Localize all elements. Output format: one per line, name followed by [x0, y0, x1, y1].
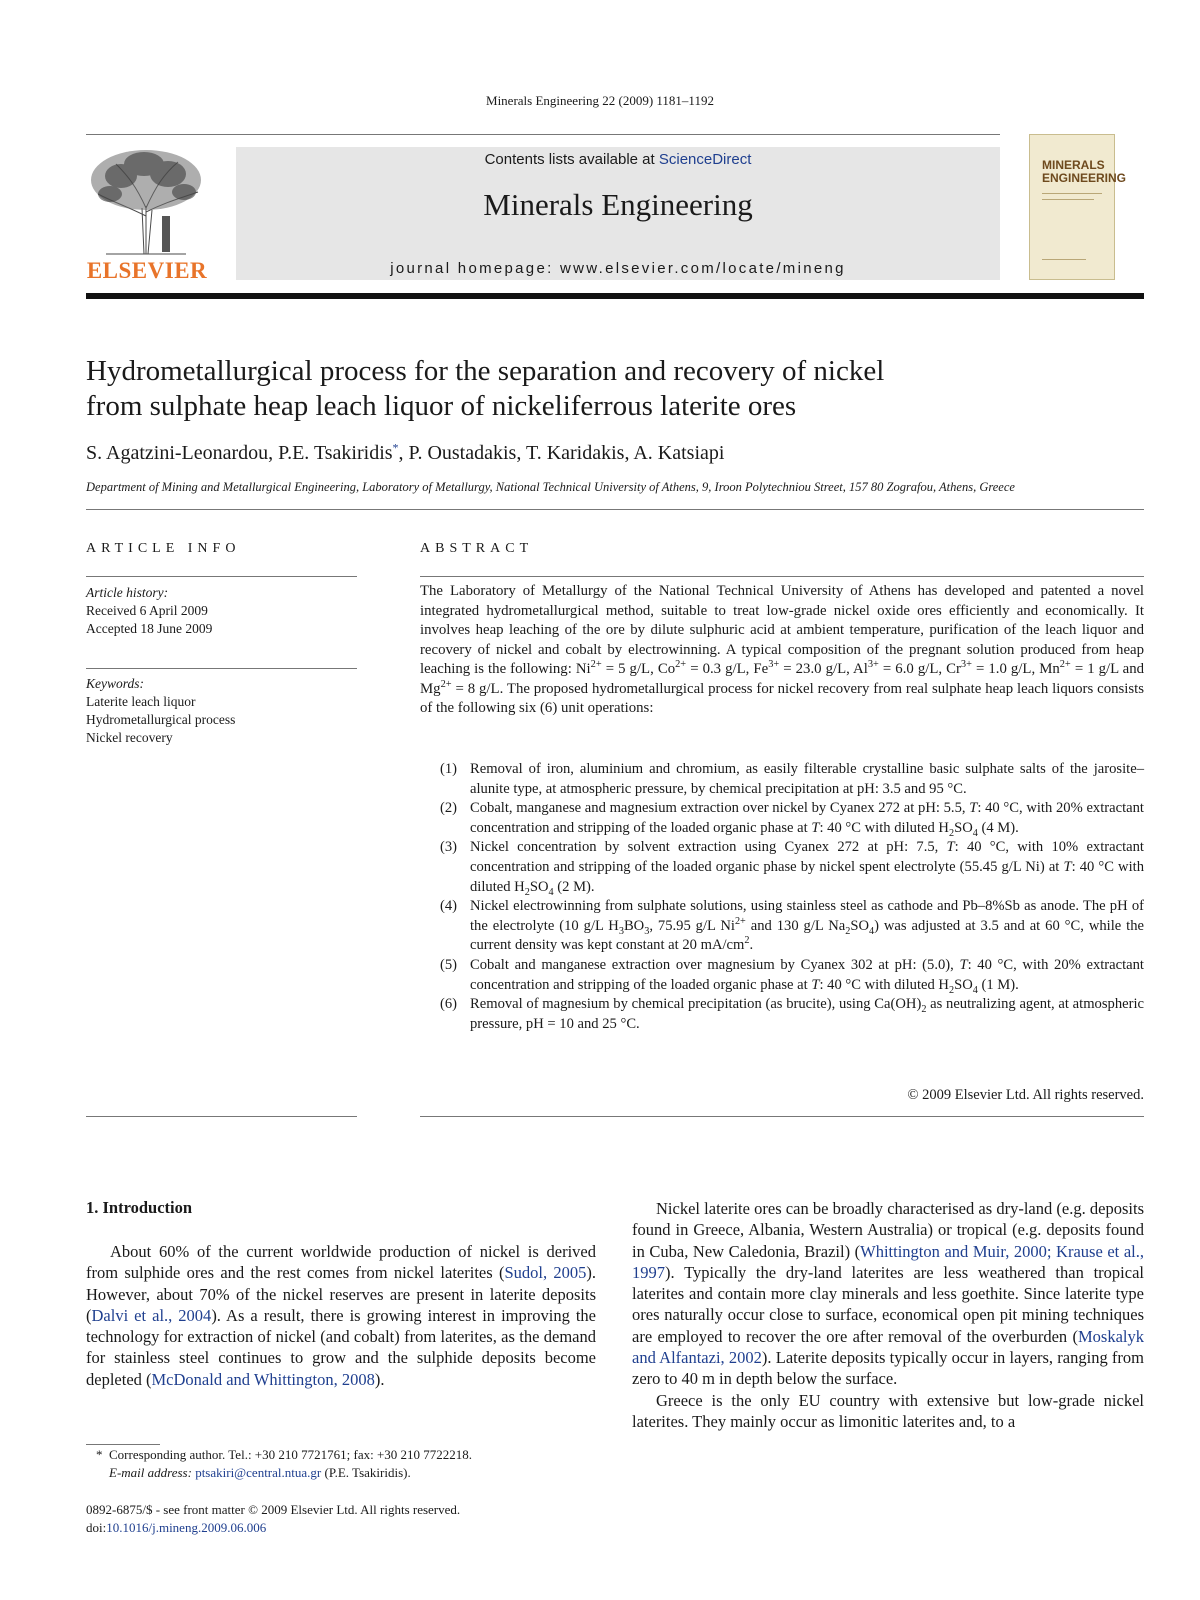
citation-link[interactable]: Moskalyk and Alfantazi, 2002: [632, 1326, 1144, 1368]
front-matter: [86, 1501, 460, 1536]
email-link[interactable]: ptsakiri@central.ntua.gr: [195, 1464, 322, 1480]
cover-decoration: [1042, 199, 1094, 200]
keyword-item: Nickel recovery: [86, 730, 173, 745]
body-paragraph: Greece is the only EU country with extensive but low-grade nickel laterites. They mainly occur as limonitic laterites and, to a: [632, 1390, 1144, 1431]
divider: [86, 509, 1144, 510]
header-rule: [86, 134, 1000, 135]
body-paragraph: About 60% of the current worldwide production of nickel is derived from sulphide ores and the rest comes from nickel laterites (Sudol, 2005). However, about 70% of the nickel reserves are present in laterite deposits (Dalvi et al., 2004). As a result, there is growing interest in improving the technology for extraction of nickel (and cobalt) from laterites, as the demand for stainless steel continues to grow and the sulphide deposits become depleted (McDonald and Whittington, 2008).: [86, 1242, 596, 1389]
list-text: Cobalt, manganese and magnesium extraction over nickel by Cyanex 272 at pH: 5.5, T: 40 °C, with 20% extractant concentration and stripping of the loaded organic phase at T: 40 °C with diluted $H_2SO_4$ (4 M).: [470, 800, 1144, 839]
journal-reference: Minerals Engineering 22 (2009) 1181–1192: [486, 93, 714, 108]
article-title: Hydrometallurgical process for the separation and recovery of nickel from sulphate heap leach liquor of nickeliferrous laterite ores: [86, 355, 885, 422]
body-column-right: [632, 1198, 1144, 1432]
contents-prefix: Contents lists available at: [484, 151, 659, 168]
footnote-rule: [86, 1444, 160, 1445]
doi-link[interactable]: 10.1016/j.mineng.2009.06.006: [106, 1519, 267, 1535]
article-history: [86, 584, 212, 638]
body-paragraph: Nickel laterite ores can be broadly characterised as dry-land (e.g. deposits found in Greece, Albania, Western Australia) or tropical (e.g. deposits found in Cuba, New Caledonia, Brazil) (Whittington and Muir, 2000; Krause et al., 1997). Typically the dry-land laterites are less weathered than tropical laterites and contain more clay minerals and less goethite. Since laterite type ores naturally occur close to surface, economical open pit mining techniques are employed to recover the ore after removal of the overburden (Moskalyk and Alfantazi, 2002). Laterite deposits typically occur in layers, ranging from zero to 40 m in depth below the surface.: [632, 1199, 1145, 1389]
doi-line: doi:10.1016/j.mineng.2009.06.006: [86, 1519, 267, 1535]
issn-line: 0892-6875/$ - see front matter © 2009 Elsevier Ltd. All rights reserved.: [86, 1502, 461, 1517]
list-item: [440, 897, 1144, 956]
journal-homepage[interactable]: journal homepage: www.elsevier.com/locate/mineng: [390, 260, 846, 277]
corresponding-author-mark[interactable]: *: [392, 440, 399, 455]
list-item: [440, 838, 1144, 897]
list-text: Nickel electrowinning from sulphate solutions, using stainless steel as cathode and Pb–8%Sb as anode. The pH of the electrolyte (10 g/L $H_3BO_3$, 75.95 g/L $Ni^{2+}$ and 130 g/L $Na_2SO_4$) was adjusted at 3.5 and at 60 °C, while the current density was kept constant at 20 $mA/cm^2$.: [470, 898, 1145, 954]
list-number: (4): [440, 898, 458, 915]
journal-header-box: [236, 147, 1000, 280]
author-list: S. Agatzini-Leonardou, P.E. Tsakiridis*, P. Oustadakis, T. Karidakis, A. Katsiapi: [86, 440, 725, 464]
list-text: Removal of iron, aluminium and chromium, as easily filterable crystalline basic sulphate salts of the jarosite–alunite type, at atmospheric pressure, by chemical precipitation at pH: 3.5 and 95 °C.: [470, 761, 1144, 797]
divider: [86, 668, 357, 669]
footnote: [96, 1446, 616, 1481]
citation-link[interactable]: Dalvi et al., 2004: [91, 1305, 212, 1325]
list-item: [440, 956, 1144, 995]
list-text: Nickel concentration by solvent extraction using Cyanex 272 at pH: 7.5, T: 40 °C, with 10% extractant concentration and stripping of the loaded organic phase by nickel spent electrolyte (55.45 g/L Ni) at T: 40 °C with diluted $H_2SO_4$ (2 M).: [470, 839, 1144, 898]
elsevier-wordmark: ELSEVIER: [86, 258, 208, 283]
journal-name: Minerals Engineering: [483, 187, 753, 222]
divider: [86, 576, 357, 577]
cover-title: MINERALS ENGINEERING: [1042, 158, 1127, 185]
keywords-label: Keywords:: [86, 676, 144, 691]
received-date: Received 6 April 2009: [86, 603, 208, 618]
tree-icon: [86, 146, 208, 256]
abstract-heading: ABSTRACT: [420, 541, 534, 556]
divider: [420, 576, 1144, 577]
keyword-item: Laterite leach liquor: [86, 694, 196, 709]
history-label: Article history:: [86, 585, 169, 600]
section-heading: 1. Introduction: [86, 1198, 193, 1217]
list-number: (3): [440, 839, 458, 856]
contents-line: [236, 151, 1000, 168]
journal-cover-thumbnail: [1029, 134, 1127, 280]
list-number: (1): [440, 761, 458, 777]
body-column-left: [86, 1241, 596, 1390]
affiliation: Department of Mining and Metallurgical Engineering, Laboratory of Metallurgy, National Technical University of Athens, 9, Iroon Polytechniou Street, 157 80 Zografou, Athens, Greece: [86, 480, 1015, 494]
list-item: [440, 799, 1144, 838]
accepted-date: Accepted 18 June 2009: [86, 621, 213, 636]
list-number: (2): [440, 800, 458, 817]
divider: [86, 1116, 357, 1117]
email-line: E-mail address: ptsakiri@central.ntua.gr (P.E. Tsakiridis).: [109, 1464, 411, 1480]
citation-link[interactable]: McDonald and Whittington, 2008: [151, 1369, 375, 1389]
keyword-item: Hydrometallurgical process: [86, 712, 236, 727]
list-text: Removal of magnesium by chemical precipitation (as brucite), using $Ca(OH)_2$ as neutralizing agent, at atmospheric pressure, pH = 10 and 25 °C.: [470, 996, 1144, 1032]
abstract-paragraph: The Laboratory of Metallurgy of the National Technical University of Athens has developed and patented a novel integrated hydrometallurgical method, suitable to treat low-grade nickel oxide ores efficiently and economically. It involves heap leaching of the ore by dilute sulphuric acid at ambient temperature, purification of the leach liquor and recovery of nickel and cobalt by electrowinning. A typical composition of the pregnant solution produced from heap leaching is the following: $Ni^{2+} = 5$ g/L, $Co^{2+} = 0.3$ g/L, $Fe^{3+} = 23.0$ g/L, $Al^{3+} = 6.0$ g/L, $Cr^{3+} = 1.0$ g/L, $Mn^{2+} = 1$ g/L and $Mg^{2+} = 8$ g/L. The proposed hydrometallurgical process for nickel recovery from real sulphate heap leach liquors consists of the following six (6) unit operations:: [420, 583, 1145, 716]
list-text: Cobalt and manganese extraction over magnesium by Cyanex 302 at pH: (5.0), T: 40 °C, with 20% extractant concentration and stripping of the loaded organic phase at T: 40 °C with diluted $H_2SO_4$ (1 M).: [470, 956, 1144, 996]
unit-operations-list: [440, 760, 1144, 1034]
sciencedirect-link[interactable]: ScienceDirect: [658, 151, 752, 168]
header-thick-rule: [86, 293, 1144, 299]
citation-link[interactable]: Sudol, 2005: [504, 1263, 587, 1283]
citation-link[interactable]: Whittington and Muir, 2000; Krause et al., 1997: [632, 1241, 1144, 1282]
keywords: [86, 675, 235, 747]
cover-decoration: [1042, 259, 1086, 260]
corresponding-author-note: * Corresponding author. Tel.: +30 210 7721761; fax: +30 210 7722218.: [96, 1447, 473, 1462]
list-item: [440, 995, 1144, 1034]
abstract-copyright: © 2009 Elsevier Ltd. All rights reserved.: [907, 1087, 1144, 1103]
list-number: (6): [440, 996, 458, 1013]
list-number: (5): [440, 956, 458, 973]
article-info-heading: ARTICLE INFO: [86, 541, 241, 556]
cover-decoration: [1042, 193, 1102, 194]
divider: [420, 1116, 1144, 1117]
elsevier-logo: [86, 146, 208, 284]
list-item: [440, 760, 1144, 799]
